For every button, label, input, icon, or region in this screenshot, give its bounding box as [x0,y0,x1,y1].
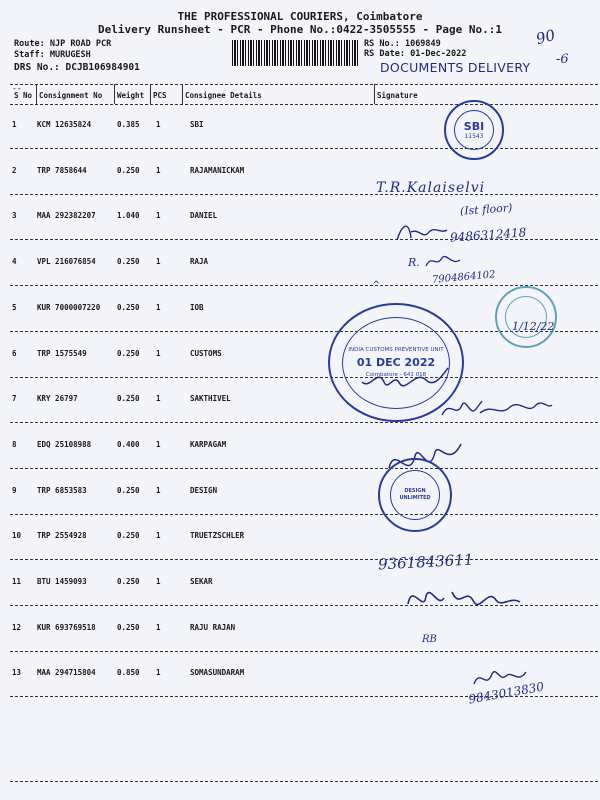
customs-stamp: INDIA CUSTOMS PREVENTIVE UNIT 01 DEC 2022 Coimbatore - 641 018 [328,303,464,422]
cell-weight: 0.250 [117,531,140,541]
cell-pcs: 1 [156,302,161,312]
signature-sakthivel [440,395,555,425]
cell-pcs: 1 [156,394,161,404]
cell-consignment: KUR 7000007220 [37,302,101,312]
phone-note-1: 9486312418 [449,225,527,245]
col-divider [374,84,375,104]
cell-consignment: MAA 292382207 [37,211,96,221]
cell-weight: 0.250 [117,348,140,358]
row-separator [10,651,598,652]
cell-weight: 0.850 [117,668,140,678]
runsheet-subtitle: Delivery Runsheet - PCR - Phone No.:0422-3505555 - Page No.:1 [98,23,502,36]
cell-sno: 12 [12,622,22,632]
caret-mark: ^ [372,280,381,291]
count-note-dash: -6 [556,52,569,67]
signature-sekar [404,580,524,620]
route-line: Route: NJP ROAD PCR [14,39,112,49]
cell-consignee: RAJA [190,257,209,267]
cell-weight: 0.250 [117,485,140,495]
cell-consignee: SOMASUNDARAM [190,668,245,678]
cell-consignment: TRP 1575549 [37,348,87,358]
cell-consignee: SEKAR [190,577,213,586]
cell-sno: 3 [12,211,17,221]
cell-consignment: KCM 12635824 [37,120,92,129]
cell-consignee: CUSTOMS [190,348,222,358]
signature-kalaiselvi: T.R.Kalaiselvi [376,180,486,196]
sbi-stamp: SBI 11543 [444,100,504,160]
cell-pcs: 1 [156,211,161,221]
row-separator [10,194,598,195]
phone-note-4: 9843013830 [467,679,545,707]
row-separator [10,514,598,515]
barcode [232,40,360,66]
cell-sno: 4 [12,257,17,267]
cell-sno: 1 [12,120,17,129]
cell-consignment: VPL 216076854 [37,257,96,267]
company-title: THE PROFESSIONAL COURIERS, Coimbatore [177,10,423,23]
signature-raja: R. [408,256,420,269]
cell-sno: 7 [12,394,17,404]
cell-sno: 8 [12,439,17,449]
count-note-top: 90 [533,25,558,49]
cell-consignee: KARPAGAM [190,439,227,449]
row-separator [10,377,598,378]
cell-consignee: SAKTHIVEL [190,394,231,404]
cell-weight: 0.385 [117,120,140,129]
cell-consignee: TRUETZSCHLER [190,531,245,541]
cell-consignment: EDQ 25108988 [37,439,92,449]
cell-consignee: DESIGN [190,485,218,495]
col-divider [114,84,115,104]
rs-no-line: RS No.: 1069849 [364,39,441,49]
floor-note: (Ist floor) [459,201,513,218]
cell-consignment: KRY 26797 [37,394,78,404]
cell-weight: 0.250 [117,302,140,312]
phone-note-2: 7904864102 [431,269,496,286]
footer-rule [10,781,598,782]
corner-dash: -- [12,84,22,93]
cell-consignee: IOB [190,302,204,312]
cell-pcs: 1 [156,485,161,495]
col-header-weight: Weight [117,91,145,100]
cell-sno: 6 [12,348,17,358]
col-header-signature: Signature [377,91,418,100]
col-header-consignment: Consignment No [39,91,103,100]
col-header-sno: S No [14,91,33,100]
header-top-rule [10,84,598,85]
initials-row-12: RB [422,634,437,645]
cell-sno: 10 [12,531,22,541]
cell-pcs: 1 [156,165,161,175]
col-header-consignee: Consignee Details [185,91,262,100]
cell-consignee: RAJU RAJAN [190,622,236,632]
drs-line: DRS No.: DCJB106984901 [14,62,140,73]
cell-weight: 1.040 [117,211,140,221]
cell-pcs: 1 [156,622,161,632]
cell-sno: 2 [12,165,17,175]
rs-date-line: RS Date: 01-Dec-2022 [364,49,467,59]
header-bottom-rule [10,104,598,105]
cell-pcs: 1 [156,257,161,267]
cell-consignment: KUR 693769518 [37,622,96,632]
cell-weight: 0.250 [117,577,140,586]
cell-pcs: 1 [156,577,161,586]
cell-consignment: TRP 6853583 [37,485,87,495]
row-separator [10,148,598,149]
cell-sno: 13 [12,668,22,678]
cell-consignment: TRP 2554928 [37,531,87,541]
cell-consignee: DANIEL [190,211,218,221]
signature-daniel [395,220,450,245]
row-separator [10,285,598,286]
phone-note-3: 9361843611 [377,550,474,574]
cell-sno: 11 [12,577,22,586]
cell-pcs: 1 [156,439,161,449]
iob-date: 1/12/22 [512,320,555,333]
cell-pcs: 1 [156,668,161,678]
cell-weight: 0.250 [117,394,140,404]
col-divider [182,84,183,104]
cell-sno: 5 [12,302,17,312]
documents-delivery-note: DOCUMENTS DELIVERY [380,60,531,75]
signature-raja-scribble [424,252,464,270]
cell-pcs: 1 [156,531,161,541]
col-header-pcs: PCS [153,91,167,100]
col-divider [36,84,37,104]
iob-stamp [495,286,557,348]
cell-consignment: BTU 1459093 [37,577,87,586]
cell-weight: 0.250 [117,165,140,175]
cell-consignment: TRP 7858644 [37,165,87,175]
design-stamp: DESIGN UNLIMITED [378,458,452,532]
cell-weight: 0.250 [117,257,140,267]
cell-weight: 0.400 [117,439,140,449]
staff-line: Staff: MURUGESH [14,50,91,60]
cell-consignment: MAA 294715804 [37,668,96,678]
cell-pcs: 1 [156,348,161,358]
cell-consignee: RAJAMANICKAM [190,165,245,175]
col-divider [150,84,151,104]
row-separator [10,468,598,469]
row-separator [10,559,598,560]
signature-customs [360,360,450,400]
cell-sno: 9 [12,485,17,495]
cell-weight: 0.250 [117,622,140,632]
cell-pcs: 1 [156,120,161,129]
cell-consignee: SBI [190,120,204,129]
